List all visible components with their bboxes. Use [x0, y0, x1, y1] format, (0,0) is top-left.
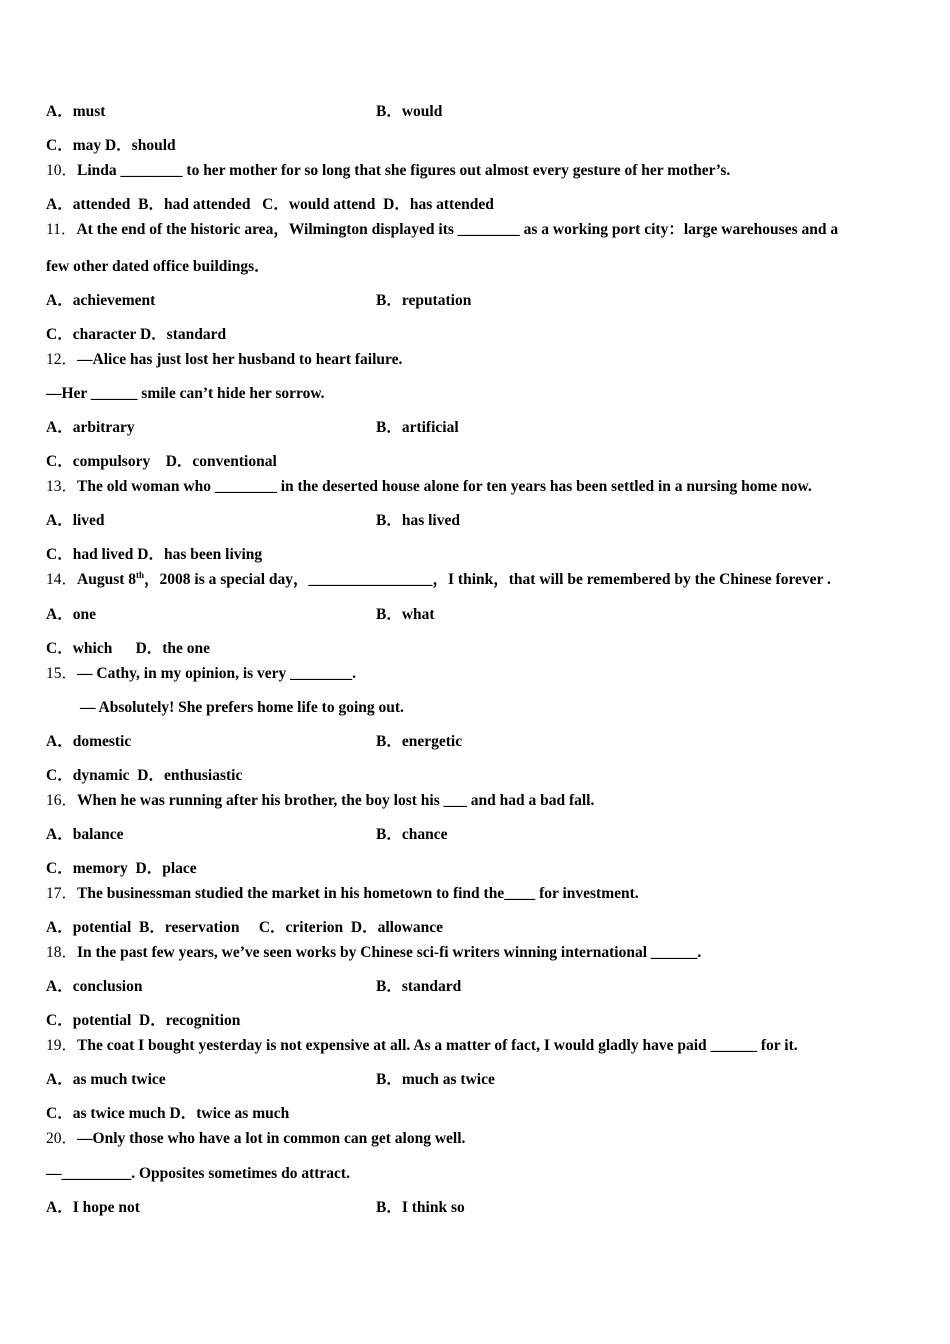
dialogue-line: —_________. Opposites sometimes do attract. [46, 1165, 350, 1182]
question-text: The coat I bought yesterday is not expensive at all. As a matter of fact, I would gladly have paid ______ for it. [77, 1037, 798, 1054]
option-row: C．memory D．place [46, 860, 197, 877]
option-row: C．had lived D．has been living [46, 546, 263, 563]
option-a: A．arbitrary [46, 419, 135, 436]
question-number: 10． [46, 162, 78, 179]
question-number: 14． [46, 571, 78, 588]
option-b: B．standard [376, 978, 462, 995]
option-b: B．I think so [376, 1199, 465, 1216]
option-a: A．must [46, 103, 106, 120]
option-row: C．which D．the one [46, 640, 211, 657]
question-text: When he was running after his brother, the boy lost his ___ and had a bad fall. [77, 792, 595, 809]
question-number: 16． [46, 792, 78, 809]
question-text: August 8 [77, 571, 137, 588]
option-b: B．what [376, 606, 435, 623]
question-number: 18． [46, 944, 78, 961]
option-a: A．I hope not [46, 1199, 140, 1216]
question-12 [46, 351, 402, 369]
option-a: A．achievement [46, 292, 156, 309]
question-number: 13． [46, 478, 78, 495]
option-a: A．one [46, 606, 96, 623]
question-text: —Only those who have a lot in common can get along well. [77, 1130, 466, 1147]
option-row [46, 419, 459, 437]
question-15 [46, 665, 356, 683]
question-18 [46, 944, 701, 962]
question-14 [46, 571, 831, 589]
question-text: Linda ________ to her mother for so long that she figures out almost every gesture of her mother’s. [77, 162, 731, 179]
option-a: A．lived [46, 512, 105, 529]
option-row: C．may D．should [46, 137, 176, 154]
option-row [46, 1199, 465, 1217]
question-number: 19． [46, 1037, 78, 1054]
option-b: B．artificial [376, 419, 459, 436]
question-13 [46, 478, 812, 496]
question-text: —Alice has just lost her husband to heart failure. [77, 351, 403, 368]
option-b: B．chance [376, 826, 448, 843]
option-b: B．much as twice [376, 1071, 495, 1088]
question-number: 15． [46, 665, 78, 682]
option-row: C．dynamic D．enthusiastic [46, 767, 243, 784]
question-10 [46, 162, 730, 180]
option-row [46, 606, 435, 624]
option-row [46, 292, 472, 310]
question-20 [46, 1130, 465, 1148]
question-text: — Cathy, in my opinion, is very ________. [77, 665, 357, 682]
dialogue-line: — Absolutely! She prefers home life to going out. [80, 699, 404, 716]
question-11 [46, 221, 838, 239]
option-b: B．would [376, 103, 443, 120]
option-a: A．as much twice [46, 1071, 166, 1088]
question-17 [46, 885, 639, 903]
ordinal-suffix: th [136, 569, 145, 580]
question-number: 11． [46, 221, 77, 238]
question-number: 17． [46, 885, 78, 902]
option-row: C．compulsory D．conventional [46, 453, 277, 470]
question-11-continued: few other dated office buildings． [46, 258, 270, 275]
option-b: B．reputation [376, 292, 472, 309]
option-row [46, 826, 448, 844]
option-row [46, 733, 463, 751]
option-b: B．has lived [376, 512, 460, 529]
option-row [46, 978, 462, 996]
question-19 [46, 1037, 798, 1055]
option-row [46, 103, 443, 121]
option-row: C．as twice much D．twice as much [46, 1105, 290, 1122]
question-number: 12． [46, 351, 78, 368]
question-text-rest: ，2008 is a special day，________________，I think，that will be remembered by the Chinese forever . [144, 571, 831, 588]
option-a: A．conclusion [46, 978, 143, 995]
option-row: C．character D．standard [46, 326, 227, 343]
dialogue-line: —Her ______ smile can’t hide her sorrow. [46, 385, 325, 402]
option-row: A．attended B．had attended C．would attend D．has attended [46, 196, 494, 213]
question-text: In the past few years, we’ve seen works by Chinese sci-fi writers winning international ______. [77, 944, 702, 961]
question-number: 20． [46, 1130, 78, 1147]
question-text: The old woman who ________ in the deserted house alone for ten years has been settled in a nursing home now. [77, 478, 812, 495]
option-b: B．energetic [376, 733, 463, 750]
option-row [46, 1071, 495, 1089]
option-a: A．balance [46, 826, 124, 843]
option-a: A．domestic [46, 733, 132, 750]
question-text: At the end of the historic area，Wilmington displayed its ________ as a working port city：large warehouses and a [76, 221, 839, 238]
option-row: C．potential D．recognition [46, 1012, 241, 1029]
option-row [46, 512, 460, 530]
option-row: A．potential B．reservation C．criterion D．allowance [46, 919, 444, 936]
question-16 [46, 792, 594, 810]
question-text: The businessman studied the market in his hometown to find the____ for investment. [77, 885, 639, 902]
